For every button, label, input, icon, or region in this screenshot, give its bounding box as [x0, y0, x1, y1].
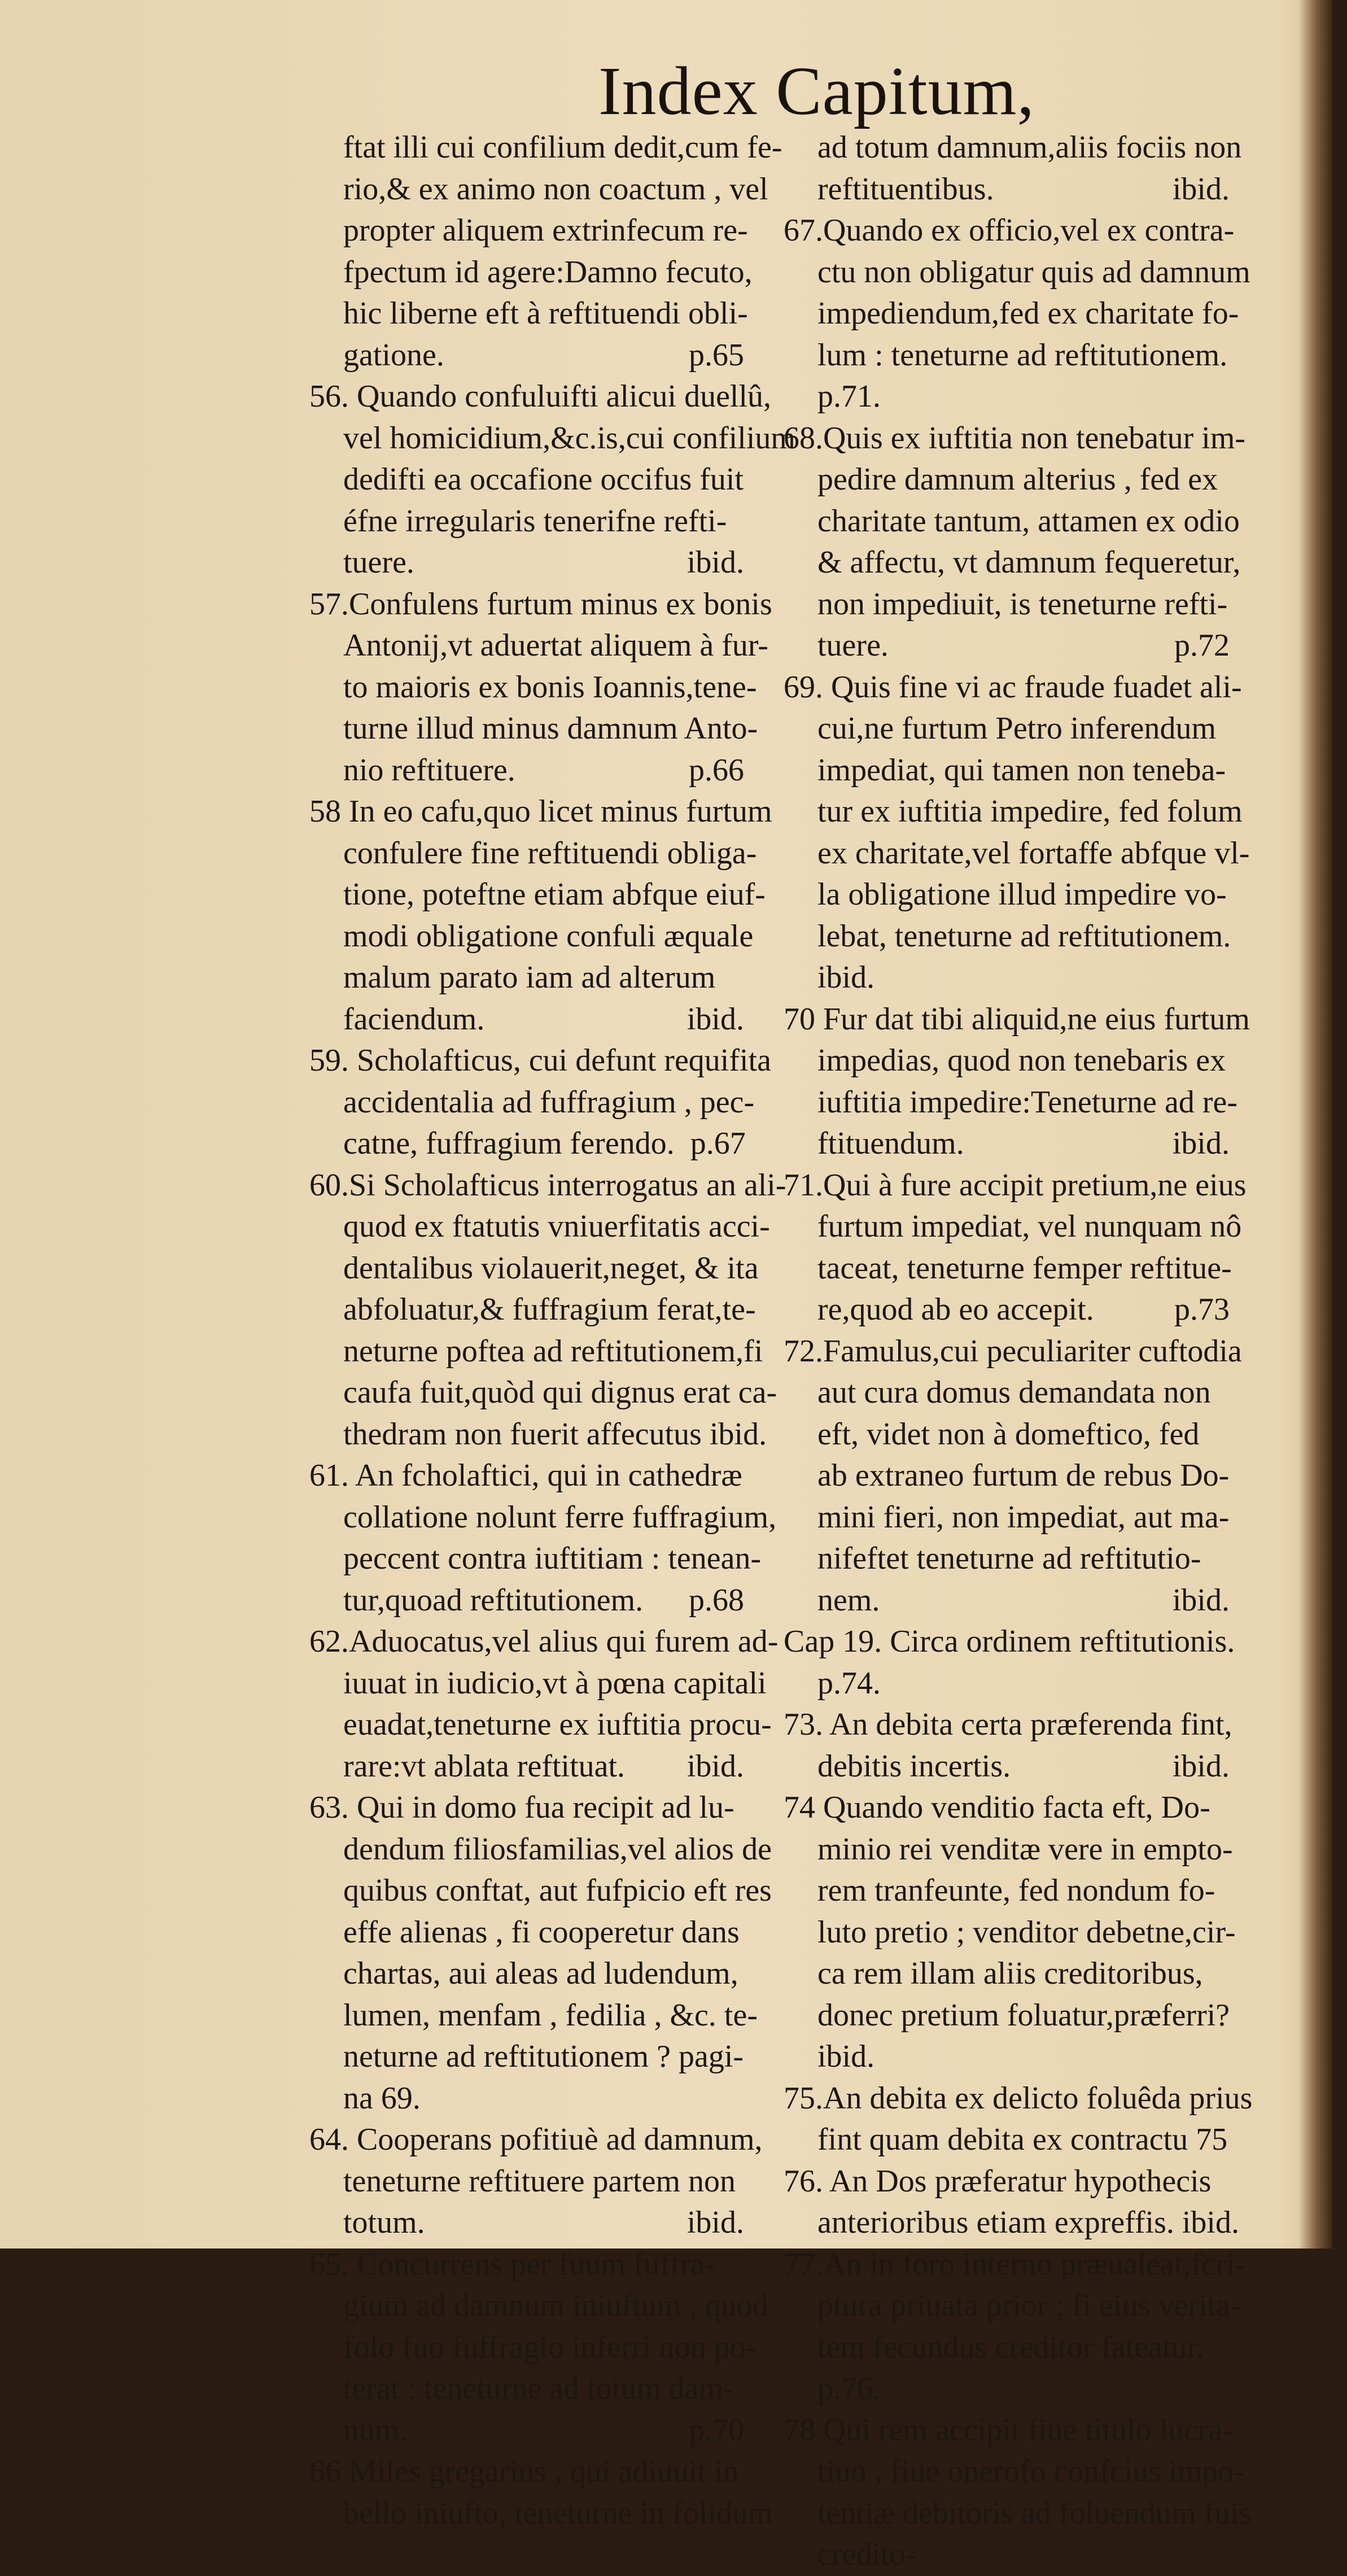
entry-line [784, 2493, 1252, 2535]
entry-line [309, 750, 744, 792]
page-reference: p.70 [689, 2412, 744, 2448]
entry-text: terat : teneturne ad totum dam- [343, 2371, 734, 2406]
entry-text: donec pretium foluatur,præferri? [817, 1997, 1230, 2033]
entry-line [784, 667, 1242, 709]
entry-text: tur ex iuftitia impedire, fed folum [817, 794, 1243, 829]
entry-line [309, 1704, 772, 1746]
entry-line [784, 1995, 1230, 2037]
entry-text: Antonij,vt aduertat aliquem à fur- [343, 628, 769, 663]
entry-line [784, 1040, 1230, 1082]
entry-line [784, 1870, 1230, 1912]
entry-line [784, 1912, 1236, 1954]
page-reference: ibid. [1172, 1748, 1230, 1784]
entry-line [784, 1455, 1230, 1497]
entry-text: teneturne reftituere partem non [343, 2163, 736, 2199]
entry-line [309, 293, 748, 335]
entry-line [309, 2285, 768, 2327]
entry-text: iuuat in iudicio,vt à pœna capitali [343, 1665, 767, 1701]
entry-line [309, 542, 744, 584]
entry-line [784, 2451, 1244, 2493]
entry-line [309, 2078, 744, 2120]
entry-text: modi obligatione confuli æquale [343, 918, 754, 954]
index-entry [784, 1331, 1242, 1622]
entry-text: impediat, qui tamen non teneba- [817, 752, 1226, 788]
index-entry [309, 376, 795, 584]
entry-line [784, 999, 1250, 1041]
entry-line [784, 1206, 1242, 1248]
entry-text: dendum filiosfamilias,vel alios de [343, 1831, 772, 1867]
index-entry [784, 1787, 1236, 2078]
entry-line [784, 169, 1230, 211]
entry-text: thedram non fuerit affecutus ibid. [343, 1416, 767, 1452]
entry-line [784, 1746, 1230, 1788]
entry-text: & affectu, vt damnum fequeretur, [817, 545, 1241, 580]
entry-text: charitate tantum, attamen ex odio [817, 503, 1240, 539]
entry-text: fpectum id agere:Damno fecuto, [343, 254, 753, 290]
entry-line [784, 708, 1230, 750]
entry-line [784, 1248, 1230, 1290]
entry-line [784, 210, 1235, 252]
entry-line [784, 2410, 1234, 2452]
entry-text: gium ad damnum iniuftum , quod [343, 2288, 768, 2323]
entry-line [784, 1123, 1230, 1165]
entry-text: turne illud minus damnum Anto- [343, 711, 758, 746]
entry-line [309, 999, 744, 1041]
index-entry [309, 127, 782, 376]
entry-text: p.71. [817, 379, 881, 414]
entry-line [784, 1704, 1230, 1746]
entry-line [309, 1829, 772, 1871]
index-entry [309, 1621, 779, 1787]
entry-text: impedias, quod non tenebaris ex [817, 1043, 1226, 1078]
entry-line [309, 833, 757, 875]
page-reference: ibid. [686, 1001, 744, 1037]
index-entry [309, 1787, 772, 2119]
entry-text: chartas, aui aleas ad ludendum, [343, 1956, 738, 1991]
entry-text: 65. Concurrens per fuum fuffra- [309, 2246, 715, 2282]
page-reference: ibid. [1172, 1126, 1230, 1161]
entry-line [309, 501, 744, 543]
entry-line [309, 1580, 744, 1622]
entry-line [309, 1663, 767, 1705]
entry-text: ad totum damnum,aliis fociis non [817, 130, 1242, 165]
entry-line [309, 1040, 771, 1082]
index-entry [784, 418, 1246, 667]
entry-text: ibid. [817, 960, 875, 995]
page-reference: p.67 [690, 1126, 746, 1161]
entry-line [784, 1829, 1233, 1871]
page-reference: p.73 [1174, 1292, 1230, 1327]
entry-line [309, 791, 772, 833]
entry-text: 63. Qui in domo fua recipit ad lu- [309, 1790, 734, 1825]
entry-line [309, 2244, 744, 2286]
entry-line [784, 750, 1230, 792]
entry-line [784, 2244, 1245, 2286]
index-entry [784, 2410, 1252, 2576]
entry-line [784, 1414, 1230, 1456]
entry-line [309, 1248, 759, 1290]
entry-line [784, 2161, 1230, 2203]
entry-text: 68.Quis ex iuftitia non tenebatur im- [784, 420, 1246, 456]
entry-line [784, 293, 1239, 335]
entry-line [309, 1912, 744, 1954]
entry-text: fint quam debita ex contractu 75 [817, 2122, 1228, 2157]
page-edge [1298, 0, 1332, 2248]
entry-text: 71.Qui à fure accipit pretium,ne eius [784, 1167, 1247, 1203]
entry-text: Cap 19. Circa ordinem reftitutionis. [784, 1624, 1235, 1659]
entry-text: hic liberne eft à reftituendi obli- [343, 296, 748, 331]
entry-text: peccent contra iuftitiam : tenean- [343, 1541, 762, 1576]
entry-text: p.74. [817, 1665, 881, 1701]
entry-line [784, 1289, 1230, 1331]
page-reference: ibid. [686, 545, 744, 580]
entry-text: rare:vt ablata reftituat. [343, 1748, 626, 1784]
entry-text: 66 Miles gregarius , qui adiuuit in [309, 2454, 739, 2489]
entry-text: nem. [817, 1582, 880, 1618]
entry-line [309, 1953, 744, 1995]
entry-line [309, 1455, 744, 1497]
entry-line [309, 252, 753, 294]
index-entry [784, 1704, 1230, 1787]
entry-line [309, 1787, 744, 1829]
page-reference: ibid. [1172, 171, 1230, 207]
entry-line [784, 1953, 1230, 1995]
entry-line [309, 2202, 744, 2244]
entry-text: 59. Scholafticus, cui defunt requifita [309, 1043, 771, 1078]
entry-text: tione, poteftne etiam abfque eiuf- [343, 877, 766, 912]
entry-text: 67.Quando ex officio,vel ex contra- [784, 213, 1235, 248]
page-reference: p.65 [689, 337, 744, 373]
entry-line [309, 625, 769, 667]
entry-text: abfoluatur,& fuffragium ferat,te- [343, 1292, 756, 1327]
index-entry [309, 1165, 786, 1456]
entry-line [784, 1663, 1230, 1705]
entry-text: 56. Quando confuluifti alicui duellû, [309, 379, 772, 414]
entry-text: credito- [817, 2537, 916, 2572]
entry-text: 61. An fcholaftici, qui in cathedræ [309, 1458, 742, 1493]
page-reference: p.66 [689, 752, 744, 788]
entry-text: ibid. [817, 2039, 875, 2074]
entry-line [309, 2410, 744, 2452]
index-entry [784, 127, 1242, 210]
entry-line [784, 791, 1243, 833]
entry-line [309, 1372, 777, 1414]
entry-line [784, 2036, 1230, 2078]
entry-line [784, 916, 1230, 958]
entry-text: na 69. [343, 2080, 421, 2116]
entry-line [309, 667, 757, 709]
entry-line [309, 874, 766, 916]
entry-line [309, 1123, 744, 1165]
entry-text: dedifti ea occafione occifus fuit [343, 462, 744, 497]
entry-line [784, 1331, 1242, 1373]
entry-text: taceat, teneturne femper reftitue- [817, 1250, 1232, 1286]
entry-line [309, 1206, 770, 1248]
entry-text: 62.Aduocatus,vel alius qui furem ad- [309, 1624, 779, 1659]
index-entry [309, 584, 772, 792]
entry-text: 69. Quis fine vi ac fraude fuadet ali- [784, 669, 1242, 705]
entry-text: folo fuo fuffragio inferri non po- [343, 2329, 756, 2365]
entry-line [309, 127, 782, 169]
entry-text: euadat,teneturne ex iuftitia procu- [343, 1707, 772, 1742]
index-entry [784, 667, 1250, 999]
entry-text: non impediuit, is teneturne refti- [817, 586, 1228, 622]
entry-text: nifeftet teneturne ad reftitutio- [817, 1541, 1201, 1576]
entry-text: quod ex ftatutis vniuerfitatis acci- [343, 1209, 770, 1244]
page-reference: p.68 [689, 1582, 744, 1618]
entry-line [309, 2327, 756, 2369]
entry-line [784, 335, 1230, 377]
entry-text: 60.Si Scholafticus interrogatus an ali- [309, 1167, 786, 1203]
entry-text: 78 Qui rem accipit fiue titulo lucra- [784, 2412, 1234, 2448]
entry-text: mini fieri, non impediat, aut ma- [817, 1499, 1230, 1535]
right-column [784, 127, 1253, 2576]
index-entry [784, 210, 1250, 418]
entry-line [309, 210, 748, 252]
entry-line [309, 708, 758, 750]
entry-text: re,quod ab eo accepit. [817, 1292, 1094, 1327]
entry-text: ca rem illam aliis creditoribus, [817, 1956, 1203, 1991]
entry-line [309, 335, 744, 377]
entry-line [784, 1165, 1247, 1207]
entry-line [784, 833, 1250, 875]
entry-text: lumen, menfam , fedilia , &c. te- [343, 1997, 758, 2033]
entry-line [784, 1787, 1230, 1829]
entry-text: impediendum,fed ex charitate fo- [817, 296, 1239, 331]
left-column [309, 127, 795, 2534]
entry-line [784, 1621, 1235, 1663]
entry-text: confulere fine reftituendi obliga- [343, 835, 757, 871]
entry-text: quibus conftat, aut fufpicio eft res [343, 1873, 772, 1908]
entry-line [309, 1331, 763, 1373]
entry-text: 76. An Dos præferatur hypothecis [784, 2163, 1212, 2199]
entry-text: luto pretio ; venditor debetne,cir- [817, 1914, 1236, 1950]
entry-line [309, 957, 744, 999]
index-entry [309, 1455, 777, 1621]
entry-line [784, 1497, 1230, 1539]
entry-line [784, 2202, 1239, 2244]
entry-text: propter aliquem extrinfecum re- [343, 213, 748, 248]
entry-line [784, 1372, 1230, 1414]
entry-line [309, 1082, 755, 1124]
entry-line [784, 1082, 1237, 1124]
entry-text: éfne irregularis tenerifne refti- [343, 503, 727, 539]
entry-text: tiuo , fiue onerofo confcius impo- [817, 2454, 1244, 2489]
entry-text: lum : teneturne ad reftitutionem. [817, 337, 1228, 373]
entry-text: num. [343, 2412, 408, 2448]
entry-text: p.76. [817, 2371, 881, 2406]
entry-text: collatione nolunt ferre fuffragium, [343, 1499, 777, 1535]
entry-line [309, 169, 768, 211]
entry-text: cui,ne furtum Petro inferendum [817, 711, 1217, 746]
entry-line [309, 2119, 763, 2161]
entry-text: furtum impediat, vel nunquam nô [817, 1209, 1242, 1244]
entry-text: anterioribus etiam expreffis. ibid. [817, 2205, 1239, 2240]
entry-text: tem fecundus creditor fateatur. [817, 2329, 1204, 2365]
entry-line [309, 376, 772, 418]
entry-line [784, 542, 1241, 584]
entry-text: to maioris ex bonis Ioannis,tene- [343, 669, 757, 705]
entry-text: gatione. [343, 337, 444, 373]
entry-line [784, 874, 1230, 916]
page-reference: ibid. [686, 1748, 744, 1784]
entry-text: ex charitate,vel fortaffe abfque vl- [817, 835, 1250, 871]
entry-text: 64. Cooperans pofitiuè ad damnum, [309, 2122, 763, 2157]
entry-text: 57.Confulens furtum minus ex bonis [309, 586, 772, 622]
entry-text: tuere. [343, 545, 414, 580]
entry-text: ftat illi cui confilium dedit,cum fe- [343, 130, 782, 165]
page-reference: ibid. [686, 2205, 744, 2240]
entry-text: totum. [343, 2205, 425, 2240]
entry-text: la obligatione illud impedire vo- [817, 877, 1227, 912]
entry-line [784, 1538, 1230, 1580]
entry-line [784, 1580, 1230, 1622]
entry-line [309, 2161, 744, 2203]
entry-text: eft, videt non à domeftico, fed [817, 1416, 1200, 1452]
entry-line [784, 127, 1242, 169]
entry-line [784, 2078, 1253, 2120]
entry-text: rem tranfeunte, fed nondum fo- [817, 1873, 1215, 1908]
entry-line [309, 1497, 777, 1539]
entry-text: ptura priuata prior ; fi eius verita- [817, 2288, 1241, 2323]
entry-line [784, 2534, 1230, 2576]
entry-text: vel homicidium,&c.is,cui confilium [343, 420, 795, 456]
entry-text: neturne poftea ad reftitutionem,fi [343, 1333, 763, 1369]
entry-text: 75.An debita ex delicto foluêda prius [784, 2080, 1253, 2116]
entry-line [309, 1870, 772, 1912]
page-reference: p.72 [1174, 628, 1230, 663]
entry-text: lebat, teneturne ad reftitutionem. [817, 918, 1231, 954]
entry-line [784, 957, 1230, 999]
entry-text: nio reftituere. [343, 752, 515, 788]
entry-text: malum parato iam ad alterum [343, 960, 716, 995]
entry-text: minio rei venditæ vere in empto- [817, 1831, 1233, 1867]
entry-text: tuere. [817, 628, 889, 663]
entry-line [309, 1746, 744, 1788]
entry-line [784, 501, 1240, 543]
index-entry [309, 791, 772, 1040]
entry-line [309, 1621, 779, 1663]
index-entry [309, 2451, 773, 2534]
entry-line [309, 584, 772, 626]
index-entry [784, 2078, 1253, 2161]
entry-text: tur,quoad reftitutionem. [343, 1582, 644, 1618]
entry-text: 58 In eo cafu,quo licet minus furtum [309, 794, 772, 829]
entry-line [784, 584, 1230, 626]
index-entry [309, 2119, 763, 2244]
entry-line [309, 1414, 767, 1456]
entry-line [784, 252, 1250, 294]
entry-line [309, 2493, 773, 2535]
entry-line [309, 2368, 744, 2410]
entry-text: neturne ad reftitutionem ? pagi- [343, 2039, 744, 2074]
entry-text: ftituendum. [817, 1126, 964, 1161]
entry-text: ctu non obligatur quis ad damnum [817, 254, 1250, 290]
entry-line [784, 418, 1246, 460]
index-entry [784, 1165, 1247, 1331]
entry-line [784, 2119, 1230, 2161]
entry-text: pedire damnum alterius , fed ex [817, 462, 1218, 497]
entry-line [784, 2327, 1230, 2369]
entry-text: effe alienas , fi cooperetur dans [343, 1914, 740, 1950]
page-reference: ibid. [1172, 1582, 1230, 1618]
entry-text: 73. An debita certa præferenda fint, [784, 1707, 1232, 1742]
entry-line [784, 625, 1230, 667]
entry-text: iuftitia impedire:Teneturne ad re- [817, 1084, 1237, 1120]
entry-line [309, 1289, 756, 1331]
entry-text: bello iniufto, teneturne in folidum [343, 2495, 773, 2531]
entry-text: faciendum. [343, 1001, 485, 1037]
entry-text: tentiæ debitoris ad foluendum fuis [817, 2495, 1252, 2531]
entry-line [309, 459, 744, 501]
index-entry [784, 2244, 1245, 2410]
entry-line [309, 1165, 786, 1207]
entry-line [784, 2285, 1241, 2327]
entry-text: debitis incertis. [817, 1748, 1011, 1784]
running-title: Index Capitum, [598, 53, 1035, 129]
entry-line [309, 916, 754, 958]
entry-line [784, 376, 1230, 418]
entry-text: caufa fuit,quòd qui dignus erat ca- [343, 1375, 777, 1410]
entry-line [784, 459, 1230, 501]
entry-text: aut cura domus demandata non [817, 1375, 1211, 1410]
entry-line [309, 2036, 744, 2078]
entry-text: 77.An in foro interno præualeat,fcri- [784, 2246, 1245, 2282]
entry-line [309, 418, 795, 460]
entry-line [309, 2451, 744, 2493]
index-entry [309, 1040, 771, 1165]
entry-text: accidentalia ad fuffragium , pec- [343, 1084, 755, 1120]
entry-text: 74 Quando venditio facta eft, Do- [784, 1790, 1210, 1825]
entry-line [784, 2368, 1230, 2410]
entry-text: 72.Famulus,cui peculiariter cuftodia [784, 1333, 1242, 1369]
entry-text: ab extraneo furtum de rebus Do- [817, 1458, 1230, 1493]
entry-text: 70 Fur dat tibi aliquid,ne eius furtum [784, 1001, 1250, 1037]
entry-text: reftituentibus. [817, 171, 994, 207]
index-entry [784, 2161, 1239, 2244]
index-entry [784, 1621, 1235, 1704]
entry-text: rio,& ex animo non coactum , vel [343, 171, 768, 207]
index-entry [784, 999, 1250, 1165]
entry-line [309, 1538, 762, 1580]
entry-text: dentalibus violauerit,neget, & ita [343, 1250, 759, 1286]
entry-text: catne, fuffragium ferendo. [343, 1126, 675, 1161]
entry-line [309, 1995, 758, 2037]
index-entry [309, 2244, 768, 2452]
